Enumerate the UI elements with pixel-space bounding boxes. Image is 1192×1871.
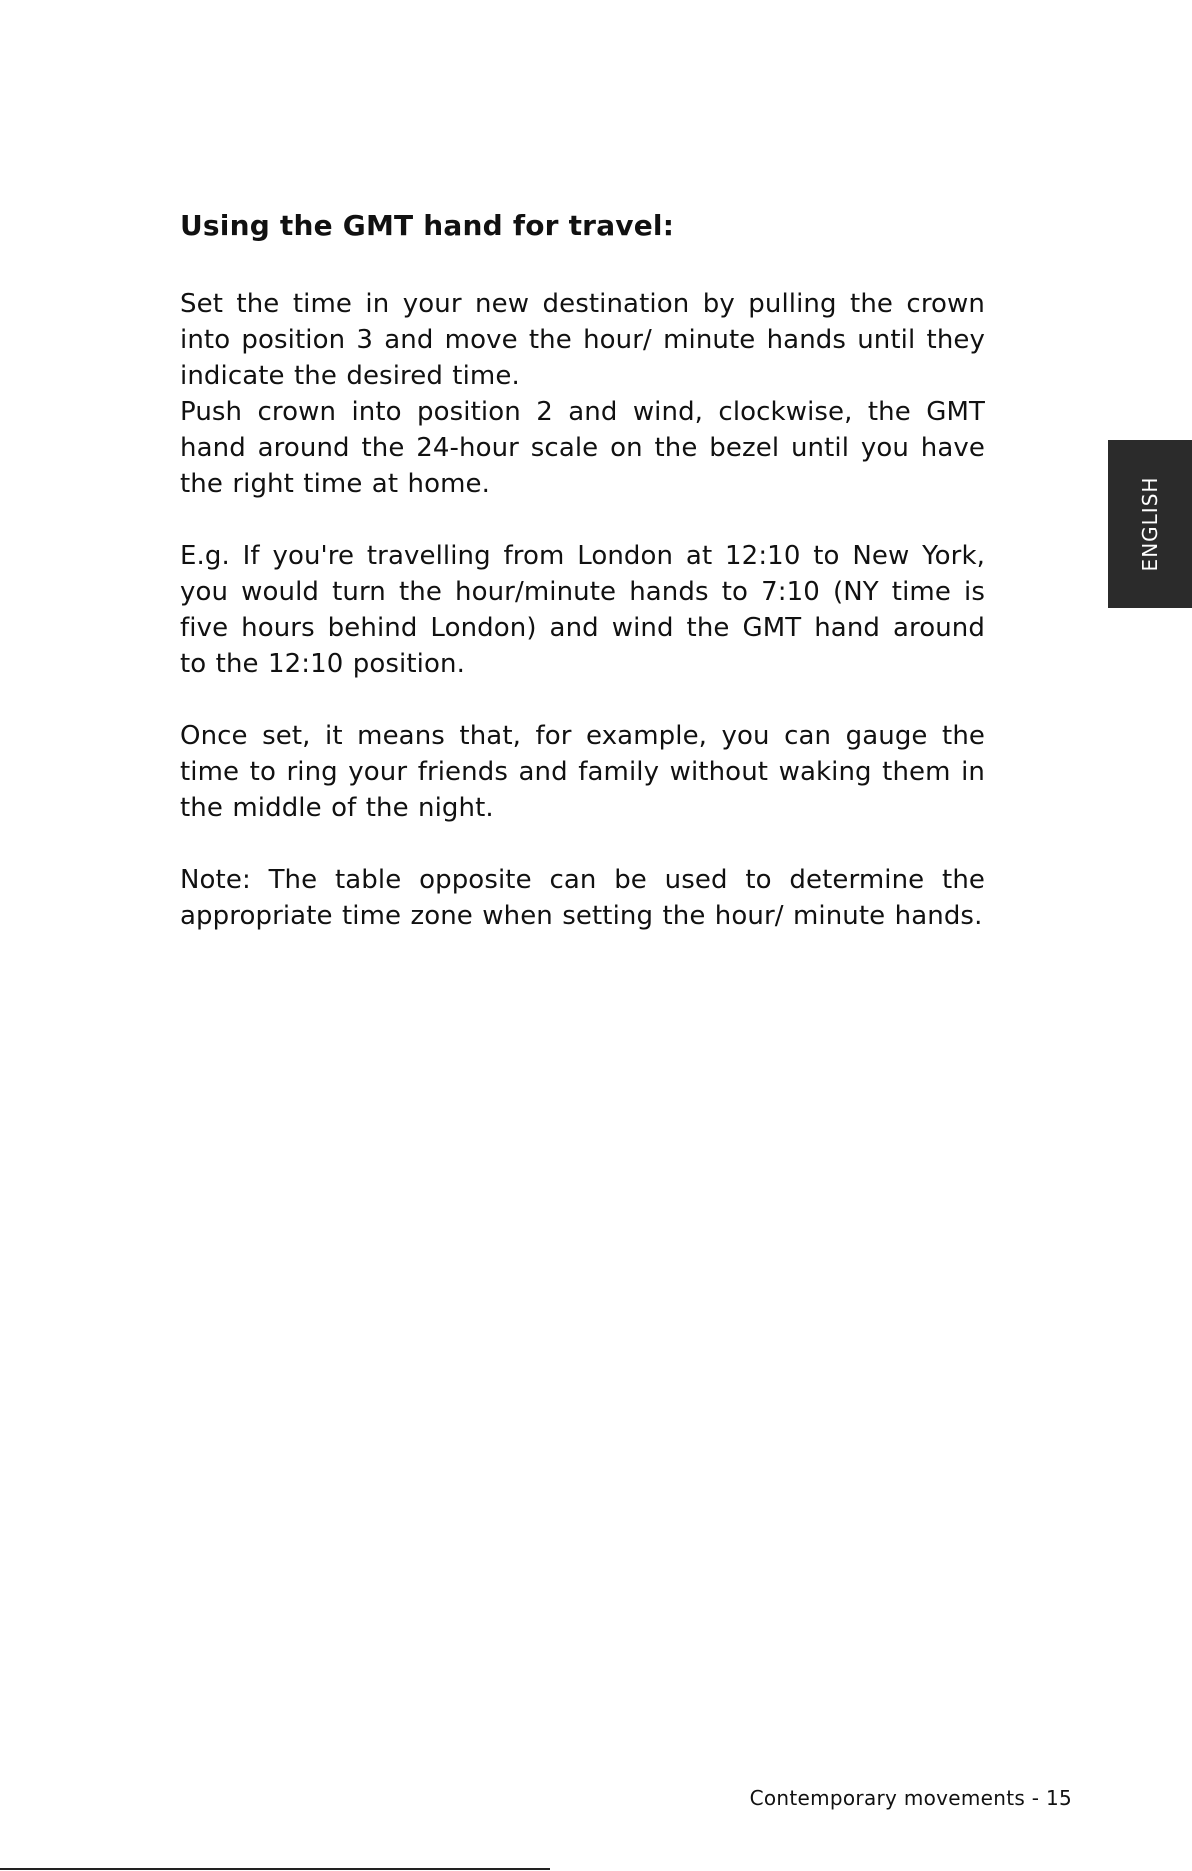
language-tab	[1108, 440, 1192, 608]
paragraph-spacer	[180, 502, 985, 538]
paragraph-once-set: Once set, it means that, for example, you can gauge the time to ring your friends and family without waking them in the middle of the night.	[180, 721, 985, 823]
language-tab-label: ENGLISH	[1138, 476, 1162, 572]
section-heading: Using the GMT hand for travel:	[180, 209, 675, 242]
paragraph-push-crown: Push crown into position 2 and wind, clockwise, the GMT hand around the 24-hour scale on the bezel until you have the right time at home.	[180, 397, 985, 499]
bottom-divider	[0, 1868, 550, 1870]
paragraph-spacer	[180, 682, 985, 718]
page-content	[180, 208, 985, 934]
paragraph-spacer	[180, 826, 985, 862]
paragraph-set-time: Set the time in your new destination by pulling the crown into position 3 and move the hour/ minute hands until they indicate the desired time.	[180, 289, 985, 391]
paragraph-example: E.g. If you're travelling from London at 12:10 to New York, you would turn the hour/minute hands to 7:10 (NY time is five hours behind London) and wind the GMT hand around to the 12:10 position.	[180, 541, 985, 679]
page-footer: Contemporary movements - 15	[749, 1786, 1072, 1810]
paragraph-note: Note: The table opposite can be used to determine the appropriate time zone when setting the hour/ minute hands.	[180, 865, 985, 931]
